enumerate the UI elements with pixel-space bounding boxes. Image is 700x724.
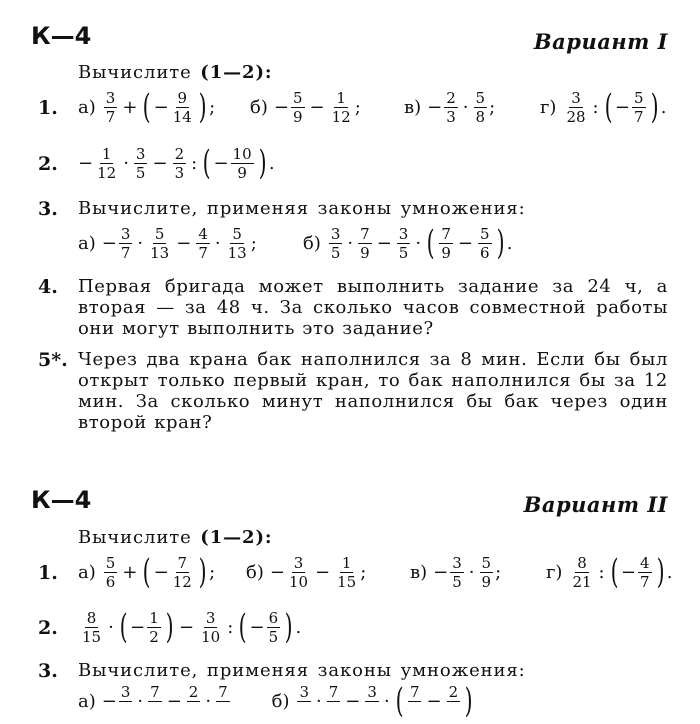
- fraction: $\frac{5}{8}$: [475, 88, 486, 126]
- fraction: 7: [328, 682, 339, 701]
- fraction: $\frac{4}{7}$: [639, 553, 650, 591]
- problem-1a: а) $\frac{3}{7}$ + ( − $\frac{9}{14}$ ) ;: [78, 87, 216, 127]
- fraction: $\frac{2}{3}$: [446, 88, 456, 126]
- problem-1d: г) $\frac{3}{28}$ : ( − $\frac{5}{7}$ ) .: [540, 87, 667, 127]
- fraction: $\frac{8}{21}$: [572, 553, 592, 591]
- fraction: $\frac{3}{7}$: [105, 88, 116, 126]
- instruction-text: Вычислите: [78, 527, 201, 548]
- fraction: $\frac{3}{28}$: [566, 88, 586, 126]
- instruction-text: Вычислите: [78, 62, 201, 83]
- fraction: $\frac{1}{15}$: [337, 553, 357, 591]
- problem-number: 2.: [38, 617, 58, 639]
- fraction: $\frac{5}{6}$: [479, 224, 490, 262]
- variant-title: Вариант I: [533, 29, 668, 54]
- problem-3-text: Вычислите, применяя законы умножения:: [78, 198, 526, 219]
- problem-3-text: Вычислите, применяя законы умножения:: [78, 660, 526, 681]
- problem-number: 3.: [38, 198, 58, 220]
- problem-number: 3.: [38, 660, 58, 682]
- fraction: $\frac{3}{5}$: [398, 224, 409, 262]
- instruction-range: (1—2):: [200, 62, 273, 83]
- problem-2-expression: $\frac{8}{15}$ · ( − $\frac{1}{2}$ ) − $\frac{3}{10}$ : ( − $\frac{6}{5}$ ) .: [82, 607, 302, 647]
- fraction: $\frac{5}{9}$: [481, 553, 492, 591]
- fraction: $\frac{3}{5}$: [135, 144, 146, 182]
- fraction: $\frac{5}{13}$: [227, 224, 247, 262]
- variant-title: Вариант II: [523, 492, 668, 517]
- fraction: $\frac{3}{5}$: [452, 553, 462, 591]
- fraction: $\frac{1}{12}$: [331, 88, 351, 126]
- problem-number: 2.: [38, 153, 58, 175]
- problem-1a: а) $\frac{5}{6}$ + ( − $\frac{7}{12}$ ) ;: [78, 552, 216, 592]
- problem-3a: а) − $\frac{3}{7}$ · $\frac{5}{13}$ − $\frac{4}{7}$ · $\frac{5}{13}$ ;: [78, 224, 257, 262]
- fraction: 3: [120, 682, 131, 701]
- test-code: К—4: [31, 22, 92, 50]
- fraction: 2: [188, 682, 199, 701]
- problem-1b: б) − $\frac{3}{10}$ − $\frac{1}{15}$ ;: [246, 553, 367, 591]
- problem-3-cutoff: а) − 3 · 7 − 2 · 7 б) 3 · 7 − 3 · ( 7 − 2 ): [78, 681, 473, 721]
- fraction: $\frac{7}{9}$: [441, 224, 451, 262]
- problem-number: 4.: [38, 276, 58, 298]
- fraction: $\frac{3}{10}$: [201, 608, 221, 646]
- problem-3b: б) $\frac{3}{5}$ · $\frac{7}{9}$ − $\frac{3}{5}$ · ( $\frac{7}{9}$ − $\frac{5}{6}$ ) .: [303, 223, 513, 263]
- instruction-line: [78, 62, 272, 84]
- fraction: $\frac{4}{7}$: [198, 224, 208, 262]
- fraction: 3: [299, 682, 310, 701]
- fraction: $\frac{3}{7}$: [120, 224, 131, 262]
- problem-1c: в) − $\frac{3}{5}$ · $\frac{5}{9}$ ;: [410, 553, 502, 591]
- problem-1d: г) $\frac{8}{21}$ : ( − $\frac{4}{7}$ ) .: [546, 552, 673, 592]
- fraction: $\frac{8}{15}$: [82, 608, 102, 646]
- problem-5-text: Через два крана бак наполнился за 8 мин. Если бы был открыт только первый кран, то бак наполнился бы за 12 мин. За сколько минут наполнился бы бак через один второй кран?: [78, 349, 668, 433]
- fraction: $\frac{9}{14}$: [172, 88, 192, 126]
- fraction: $\frac{7}{12}$: [172, 553, 192, 591]
- problem-number: 1.: [38, 562, 58, 584]
- fraction: $\frac{10}{9}$: [232, 144, 252, 182]
- fraction: $\frac{3}{5}$: [330, 224, 341, 262]
- problem-2-expression: − $\frac{1}{12}$ · $\frac{3}{5}$ − $\frac{2}{3}$ : ( − $\frac{10}{9}$ ) .: [78, 143, 275, 183]
- fraction: 3: [367, 682, 377, 701]
- fraction: $\frac{2}{3}$: [174, 144, 185, 182]
- fraction: $\frac{1}{12}$: [97, 144, 117, 182]
- fraction: $\frac{5}{6}$: [105, 553, 116, 591]
- fraction: 7: [409, 682, 420, 701]
- variant-2-section: [0, 470, 700, 721]
- problem-number: 1.: [38, 97, 58, 119]
- fraction: 7: [218, 682, 228, 701]
- problem-1c: в) − $\frac{2}{3}$ · $\frac{5}{8}$ ;: [404, 88, 496, 126]
- problem-number: 5*.: [38, 349, 68, 371]
- instruction-range: (1—2):: [200, 527, 273, 548]
- fraction: $\frac{5}{13}$: [150, 224, 170, 262]
- fraction: 7: [150, 682, 160, 701]
- problem-4-text: Первая бригада может выполнить задание за 24 ч, а вторая — за 48 ч. За сколько часов совместной работы они могут выполнить это задание?: [78, 276, 668, 339]
- fraction: $\frac{5}{9}$: [292, 88, 303, 126]
- fraction: $\frac{3}{10}$: [288, 553, 309, 591]
- fraction: $\frac{7}{9}$: [360, 224, 370, 262]
- fraction: $\frac{6}{5}$: [268, 608, 279, 646]
- test-code: К—4: [31, 486, 92, 514]
- fraction: $\frac{1}{2}$: [149, 608, 159, 646]
- item-label: а): [78, 96, 96, 118]
- instruction-line: [78, 527, 272, 549]
- fraction: 2: [448, 682, 459, 701]
- problem-1b: б) − $\frac{5}{9}$ − $\frac{1}{12}$ ;: [250, 88, 361, 126]
- fraction: $\frac{5}{7}$: [633, 88, 644, 126]
